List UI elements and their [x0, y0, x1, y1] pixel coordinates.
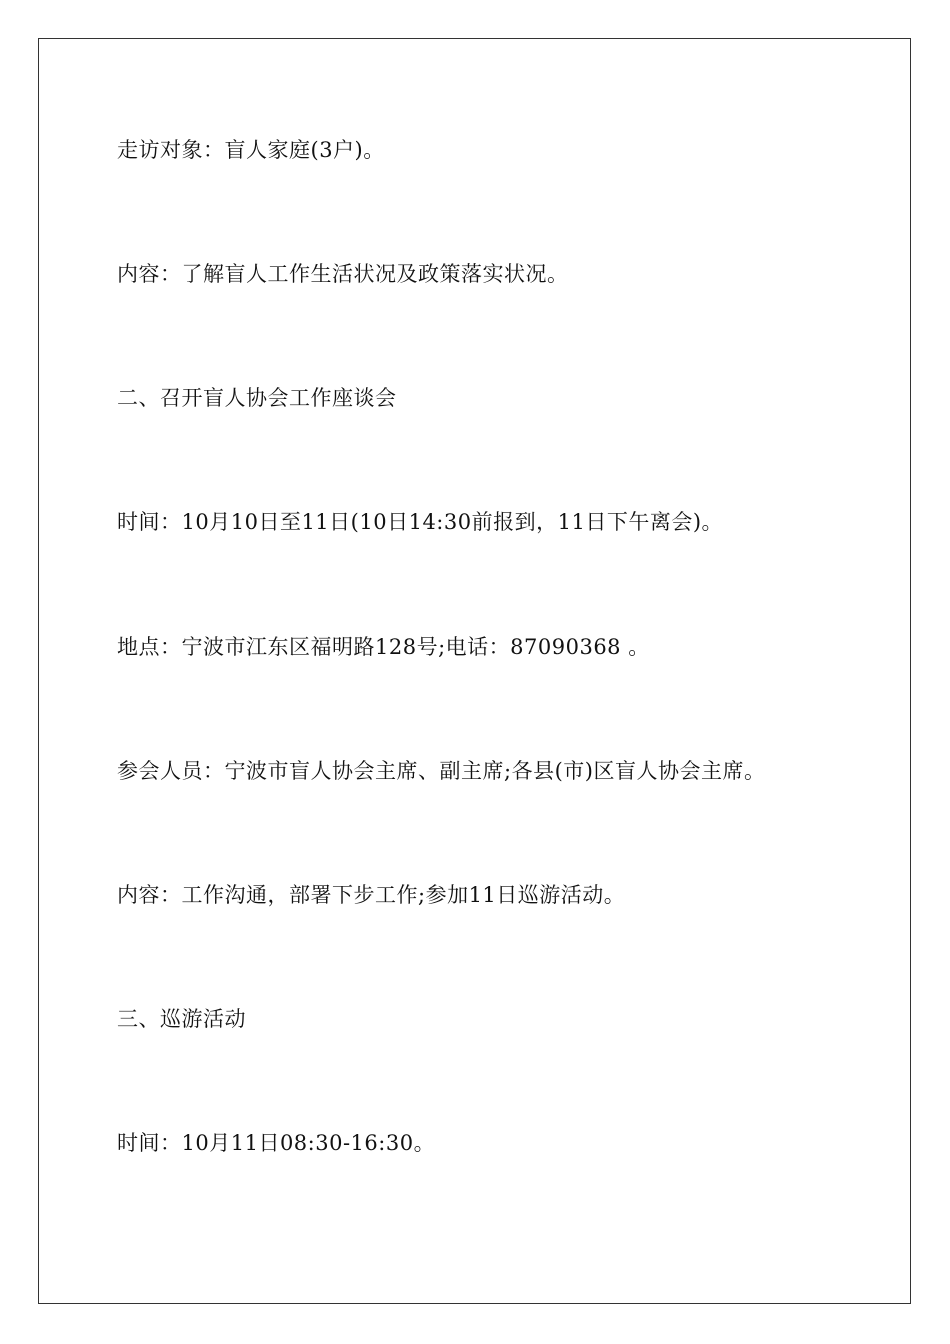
meeting-location-line: 地点：宁波市江东区福明路128号;电话：87090368 。 [117, 635, 650, 659]
parade-time-line: 时间：10月11日08:30-16:30。 [117, 1131, 436, 1155]
page-frame [38, 38, 911, 1304]
visit-content-line: 内容：了解盲人工作生活状况及政策落实状况。 [117, 262, 569, 286]
section-3-heading: 三、巡游活动 [117, 1007, 246, 1031]
meeting-time-line: 时间：10月10日至11日(10日14:30前报到，11日下午离会)。 [117, 510, 724, 534]
meeting-attendees-line: 参会人员：宁波市盲人协会主席、副主席;各县(市)区盲人协会主席。 [117, 759, 766, 783]
section-2-heading: 二、召开盲人协会工作座谈会 [117, 386, 397, 410]
visit-target-line: 走访对象：盲人家庭(3户)。 [117, 138, 385, 162]
meeting-content-line: 内容：工作沟通，部署下步工作;参加11日巡游活动。 [117, 883, 626, 907]
